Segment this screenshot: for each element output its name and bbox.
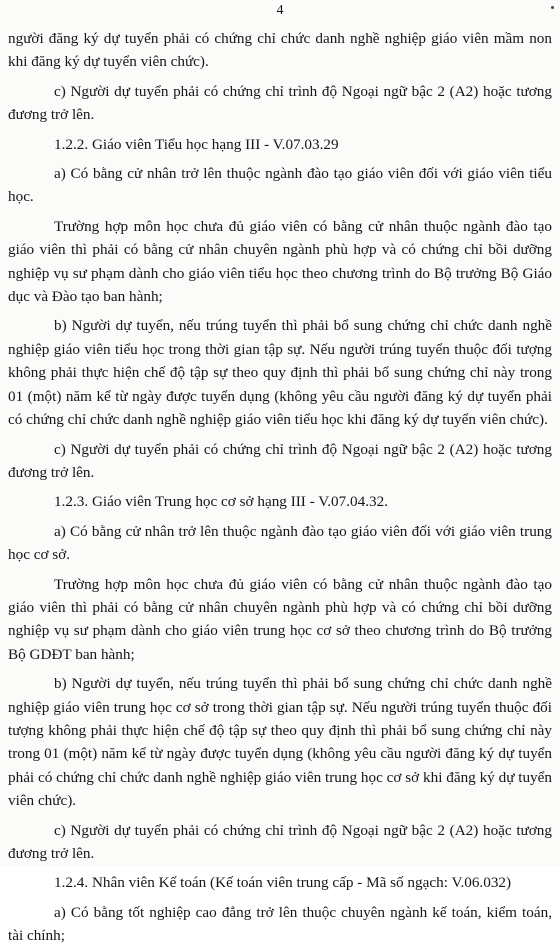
paragraph-foreign-language-requirement: c) Người dự tuyển phải có chứng chỉ trình độ Ngoại ngữ bậc 2 (A2) hoặc tương đương trở lên.	[8, 440, 552, 481]
page-number: 4	[276, 3, 284, 18]
section-heading-primary-teacher: 1.2.2. Giáo viên Tiểu học hạng III - V.07.03.29	[54, 135, 339, 153]
paragraph-degree-requirement: a) Có bằng cử nhân trở lên thuộc ngành đào tạo giáo viên đối với giáo viên trung học cơ sở.	[8, 522, 552, 564]
scan-dot	[551, 6, 554, 9]
paragraph-foreign-language-requirement: c) Người dự tuyển phải có chứng chỉ trình độ Ngoại ngữ bậc 2 (A2) hoặc tương đương trở lên.	[8, 82, 552, 124]
paragraph-certificate-supplement: b) Người dự tuyển, nếu trúng tuyển thì phải bổ sung chứng chỉ chức danh nghề nghiệp giáo viên tiểu học trong thời gian tập sự. Nếu người trúng tuyển thuộc đối tượng không phải thực hiện chế độ tập sự theo quy định thì phải bổ sung chứng chỉ này trong 01 (một) năm kể từ ngày được tuyển dụng (không yêu cầu người đăng ký dự tuyển phải có chứng chỉ chức danh nghề nghiệp giáo viên tiểu học khi đăng ký dự tuyển viên chức).	[8, 317, 552, 429]
paragraph-exception-case: Trường hợp môn học chưa đủ giáo viên có bằng cử nhân thuộc ngành đào tạo giáo viên thì phải có bằng cử nhân chuyên ngành phù hợp và có chứng chỉ bồi dưỡng nghiệp vụ sư phạm dành cho giáo viên trung học cơ sở theo chương trình do Bộ trưởng Bộ GDĐT ban hành;	[8, 575, 552, 663]
section-heading-accountant: 1.2.4. Nhân viên Kế toán (Kế toán viên trung cấp - Mã số ngạch: V.06.032)	[54, 874, 512, 892]
section-heading-secondary-teacher: 1.2.3. Giáo viên Trung học cơ sở hạng III - V.07.04.32.	[54, 493, 388, 511]
paragraph-exception-case: Trường hợp môn học chưa đủ giáo viên có bằng cử nhân thuộc ngành đào tạo giáo viên thì phải có bằng cử nhân chuyên ngành phù hợp và có chứng chỉ bồi dưỡng nghiệp vụ sư phạm dành cho giáo viên tiểu học theo chương trình do Bộ trưởng Bộ Giáo dục và Đào tạo ban hành;	[8, 217, 552, 306]
paragraph-certificate-supplement: b) Người dự tuyển, nếu trúng tuyển thì phải bổ sung chứng chỉ chức danh nghề nghiệp giáo viên trung học cơ sở trong thời gian tập sự. Nếu người trúng tuyển thuộc đối tượng không phải thực hiện chế độ tập sự theo quy định thì phải bổ sung chứng chỉ này trong 01 (một) năm kể từ ngày được tuyển dụng (không yêu cầu người đăng ký dự tuyển phải có chứng chỉ chức danh nghề nghiệp giáo viên trung học cơ sở khi đăng ký dự tuyển viên chức).	[8, 675, 552, 810]
paragraph-degree-requirement: a) Có bằng tốt nghiệp cao đẳng trở lên thuộc chuyên ngành kế toán, kiểm toán, tài chính;	[8, 903, 552, 945]
paragraph-continuation: người đăng ký dự tuyển phải có chứng chỉ chức danh nghề nghiệp giáo viên mầm non khi đăng ký dự tuyển viên chức).	[8, 30, 552, 71]
paragraph-degree-requirement: a) Có bằng cử nhân trở lên thuộc ngành đào tạo giáo viên đối với giáo viên tiểu học.	[8, 165, 552, 206]
paragraph-foreign-language-requirement: c) Người dự tuyển phải có chứng chỉ trình độ Ngoại ngữ bậc 2 (A2) hoặc tương đương trở lên.	[8, 821, 552, 862]
